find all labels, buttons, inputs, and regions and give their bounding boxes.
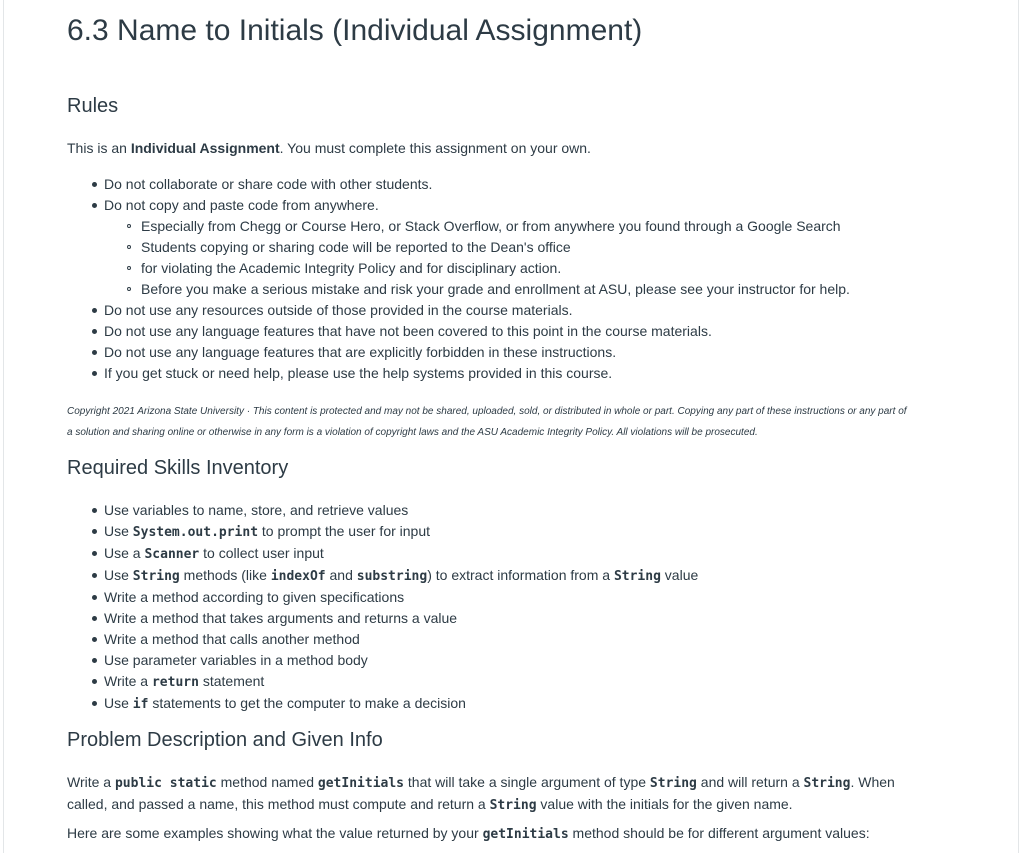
copyright-line: a solution and sharing online or otherwise in any form is a violation of copyright laws and the ASU Academic Integrity Policy. All violations will be prosecuted. — [67, 427, 758, 438]
rules-heading: Rules — [67, 95, 119, 117]
problem-heading: Problem Description and Given Info — [67, 729, 383, 751]
list-item: Do not use any resources outside of those provided in the course materials. — [67, 300, 850, 321]
list-item: Do not use any language features that have not been covered to this point in the course materials. — [67, 321, 850, 342]
list-item: Do not copy and paste code from anywhere. — [67, 195, 850, 216]
rules-intro: This is an Individual Assignment. You must complete this assignment on your own. — [67, 140, 591, 156]
list-item: Use String methods (like indexOf and substring) to extract information from a String value — [67, 565, 698, 587]
copyright-line: Copyright 2021 Arizona State University · This content is protected and may not be shared, uploaded, sold, or distributed in whole or part. Copying any part of these instructions or any part of — [67, 406, 907, 417]
list-item: Do not collaborate or share code with other students. — [67, 174, 850, 195]
problem-description: Write a public static method named getInitials that will take a single argument of type String and will return a String. When called, and passed a name, this method must compute and return a String value with the initials for the given name. — [67, 774, 895, 813]
copyright-notice — [67, 401, 972, 443]
list-item: Write a return statement — [67, 671, 698, 693]
sub-list-item-continuation: for violating the Academic Integrity Policy and for disciplinary action. — [67, 258, 850, 279]
list-item: Use System.out.print to prompt the user for input — [67, 521, 698, 543]
sub-list-item: Students copying or sharing code will be reported to the Dean's office — [67, 237, 850, 258]
list-item: Use a Scanner to collect user input — [67, 543, 698, 565]
list-item: Use variables to name, store, and retrieve values — [67, 500, 698, 521]
sub-list-item: Before you make a serious mistake and risk your grade and enrollment at ASU, please see your instructor for help. — [67, 279, 850, 300]
list-item: Use if statements to get the computer to make a decision — [67, 693, 698, 715]
list-item: Write a method according to given specifications — [67, 587, 698, 608]
list-item: If you get stuck or need help, please use the help systems provided in this course. — [67, 363, 850, 384]
list-item: Use parameter variables in a method body — [67, 650, 698, 671]
sub-list-item: Especially from Chegg or Course Hero, or Stack Overflow, or from anywhere you found through a Google Search — [67, 216, 850, 237]
page-frame — [3, 0, 1019, 853]
list-item: Write a method that calls another method — [67, 629, 698, 650]
skills-list — [67, 500, 698, 715]
examples-intro: Here are some examples showing what the value returned by your getInitials method should be for different argument values: — [67, 825, 870, 842]
rules-list — [67, 174, 850, 384]
list-item: Write a method that takes arguments and returns a value — [67, 608, 698, 629]
skills-heading: Required Skills Inventory — [67, 457, 289, 479]
page-title: 6.3 Name to Initials (Individual Assignment) — [67, 14, 643, 47]
list-item: Do not use any language features that are explicitly forbidden in these instructions. — [67, 342, 850, 363]
